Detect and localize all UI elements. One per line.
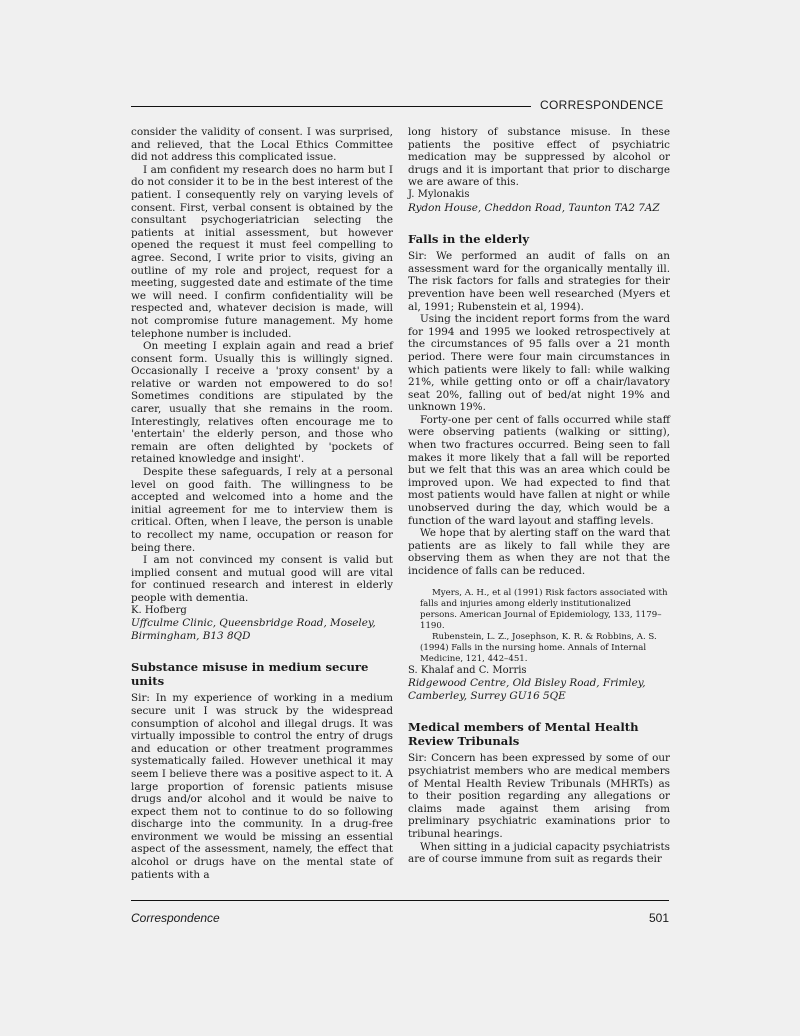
author-address: Ridgewood Centre, Old Bisley Road, Frimley, Camberley, Surrey GU16 5QE [408,677,646,702]
paragraph: long history of substance misuse. In these patients the positive effect of psychiatric medication may be suppressed by alcohol or drugs and it is important that prior to discharge we are aware of this. [408,126,670,189]
paragraph: Sir: In my experience of working in a medium secure unit I was struck by the widespread consumption of alcohol and illegal drugs. It was virtually impossible to control the entry of drugs and education or other treatment programmes systematically failed. However unethical it may seem I believe there was a positive aspect to it. A large proportion of forensic patients misuse drugs and/or alcohol and it would be naive to expect them not to continue to do so following discharge into the community. In a drug-free environment we would be missing an essential aspect of the assessment, namely, the effect that alcohol or drugs have on the mental state of patients with a [131,692,393,881]
paragraph: I am not convinced my consent is valid but implied consent and mutual good will are vital for continued research and interest in elderly people with dementia. [131,554,393,604]
paragraph: When sitting in a judicial capacity psychiatrists are of course immune from suit as regards their [408,840,670,866]
author-address: Rydon House, Cheddon Road, Taunton TA2 7AZ [408,201,660,214]
reference-list [408,588,670,665]
paragraph: Using the incident report forms from the ward for 1994 and 1995 we looked retrospectively at the circumstances of 95 falls over a 21 month period. There were four main circumstances in which patients were likely to fall: while walking 21%, while getting onto or off a chair/lavatory seat 20%, falling out of bed/at night 19% and unknown 19%. [408,313,670,414]
page-number: 501 [648,911,669,925]
letter-heading: Falls in the elderly [408,232,530,247]
author-name: J. Mylonakis [408,188,470,200]
paragraph: Forty-one per cent of falls occurred while staff were observing patients (walking or sitting), when two fractures occurred. Being seen to fall makes it more likely that a fall will be reported but we felt that this was an area which could be improved upon. We had expected to find that most patients would have fallen at night or while unobserved during the day, which would be a function of the ward layout and staffing levels. [408,413,670,527]
paragraph: On meeting I explain again and read a brief consent form. Usually this is willingly signed. Occasionally I receive a 'proxy consent' by a relative or warden not empowered to do so! Sometimes conditions are stipulated by the carer, usually that she remains in the room. Interestingly, relatives often encourage me to 'entertain' the elderly person, and those who remain are often delighted by 'pockets of retained knowledge and insight'. [131,340,393,466]
paragraph: Sir: We performed an audit of falls on an assessment ward for the organically mentally ill. The risk factors for falls and strategies for their prevention have been well researched (Myers et al, 1991; Rubenstein et al, 1994). [408,250,670,313]
reference: Myers, A. H., et al (1991) Risk factors associated with falls and injuries among elderly institutionalized persons. American Journal of Epidemiology, 133, 1179–1190. [420,587,668,631]
author-address: Uffculme Clinic, Queensbridge Road, Moseley, Birmingham, B13 8QD [131,617,376,642]
paragraph: We hope that by alerting staff on the ward that patients are as likely to fall while they are observing them as when they are not that the incidence of falls can be reduced. [408,527,670,577]
reference: Rubenstein, L. Z., Josephson, K. R. & Robbins, A. S. (1994) Falls in the nursing home. Annals of Internal Medicine, 121, 442–451. [420,631,657,664]
author-name: K. Hofberg [131,604,187,616]
journal-section-footer: Correspondence [131,911,220,925]
left-column [131,126,393,881]
right-column [408,126,670,866]
paragraph: Despite these safeguards, I rely at a personal level on good faith. The willingness to be accepted and welcomed into a home and the initial agreement for me to interview them is critical. Often, when I leave, the person is unable to recollect my name, occupation or reason for being there. [131,466,393,554]
letter-heading: Medical members of Mental Health Review Tribunals [408,720,639,749]
section-header: CORRESPONDENCE [540,98,664,112]
paragraph: I am confident my research does no harm but I do not consider it to be in the best interest of the patient. I consequently rely on varying levels of consent. First, verbal consent is obtained by the consultant psychogeriatrician selecting the patients at initial assessment, but however opened the request it must feel compelling to agree. Second, I write prior to visits, giving an outline of my role and project, request for a meeting, suggested date and estimate of the time we will need. I confirm confidentiality will be respected and, whatever decision is made, will not compromise future management. My home telephone number is included. [131,163,393,340]
header-rule [131,106,531,107]
paragraph: Sir: Concern has been expressed by some of our psychiatrist members who are medical members of Mental Health Review Tribunals (MHRTs) as to their position regarding any allegations or claims made against them arising from preliminary psychiatric examinations prior to tribunal hearings. [408,752,670,840]
author-name: S. Khalaf and C. Morris [408,664,527,676]
footer-rule [131,900,669,901]
letter-heading: Substance misuse in medium secure units [131,660,369,689]
paragraph: consider the validity of consent. I was surprised, and relieved, that the Local Ethics Committee did not address this complicated issue. [131,126,393,164]
